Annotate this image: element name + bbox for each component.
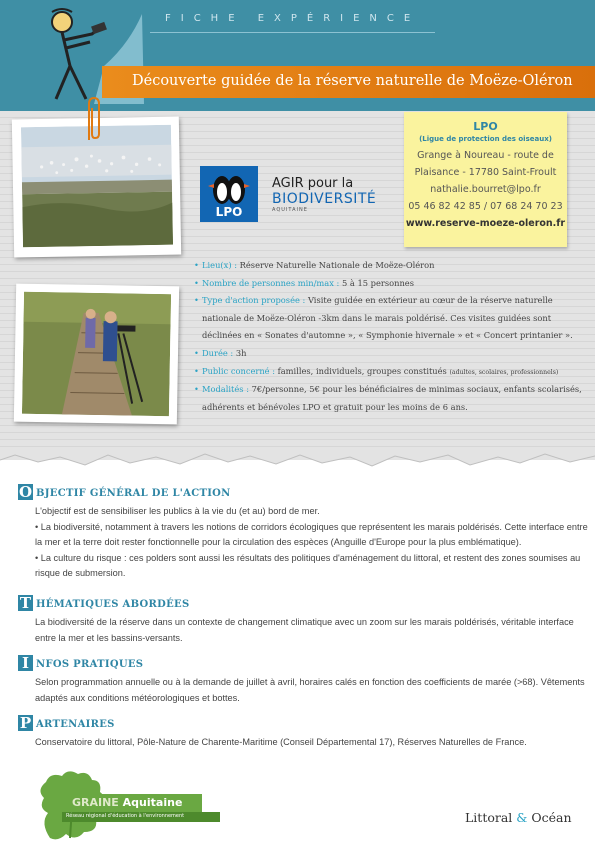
contact-email[interactable]: nathalie.bourret@lpo.fr xyxy=(430,184,541,195)
section-infos-title: NFOS PRATIQUES xyxy=(36,659,144,670)
contact-address-2: Plaisance - 17780 Saint-Froult xyxy=(414,167,557,178)
section-thematiques-header xyxy=(18,595,590,613)
header-divider xyxy=(150,32,435,33)
section-infos-letter: I xyxy=(18,655,33,671)
section-partenaires-line: Conservatoire du littoral, Pôle-Nature de Charente-Maritime (Conseil Départemental 17), Réserves Naturelles de France. xyxy=(35,737,527,747)
section-infos-line: Selon programmation annuelle ou à la demande de juillet à avril, horaires calés en fonction des coefficients de marée (>68). Vêtements adaptés aux conditions météorologiques et bottes. xyxy=(35,677,585,703)
detail-lieux: • Lieu(x) : Réserve Naturelle Nationale de Moëze-Oléron xyxy=(194,260,435,270)
detail-public: • Public concerné : familles, individuels, groupes constitués (adultes, scolaires, professionnels) xyxy=(194,365,559,376)
detail-personnes: • Nombre de personnes min/max : 5 à 15 personnes xyxy=(194,277,414,288)
section-thematiques-body xyxy=(35,615,590,646)
section-objectif xyxy=(18,484,590,582)
detail-type-action: • Type d'action proposée : Visite guidée en extérieur au cœur de la réserve naturelle nationale de Moëze-Oléron -3km dans le marais poldérisé. Ces visites guidées sont déclinées en « Sonates d'automne », « Symphonie hivernale » et « Concert printanier ». xyxy=(194,295,573,341)
section-objectif-letter: O xyxy=(18,483,33,501)
series-word-1: Littoral xyxy=(465,810,513,825)
contact-org: LPO xyxy=(473,120,498,133)
aquitaine-word: Aquitaine xyxy=(122,796,183,809)
details-list xyxy=(194,257,586,416)
torn-paper-edge xyxy=(0,448,595,472)
page-title: Découverte guidée de la réserve naturelle de Moëze-Oléron xyxy=(132,73,573,89)
section-partenaires-body xyxy=(35,735,590,751)
birdwatchers-image xyxy=(22,292,171,417)
section-objectif-line: L'objectif est de sensibiliser les publics à la vie du (et au) bord de mer. xyxy=(35,506,320,516)
agir-line2: BIODIVERSITÉ xyxy=(272,191,377,207)
section-objectif-header xyxy=(18,484,590,502)
section-infos xyxy=(18,655,590,706)
section-objectif-line: • La culture du risque : ces polders sont aussi les résultats des politiques d'aménagement du littoral, et restent des zones soumises au risque de submersion. xyxy=(35,552,581,579)
section-objectif-line: • La biodiversité, notamment à travers les notions de corridors écologiques que représentent les marais poldérisés. Cette interface entre la mer et la terre doit rester fonctionnelle pour la circulation des espèces (Anguille d'Europe pour la plus emblématique). xyxy=(35,521,588,548)
section-infos-body xyxy=(35,675,590,706)
photo-birdwatchers xyxy=(14,284,179,425)
contact-org-full: (Ligue de protection des oiseaux) xyxy=(419,135,552,143)
contact-address-1: Grange à Noureau - route de xyxy=(417,150,554,161)
contact-website[interactable]: www.reserve-moeze-oleron.fr xyxy=(405,218,566,229)
section-partenaires xyxy=(18,715,590,751)
agir-biodiversite-logo xyxy=(272,176,376,213)
detail-duree: • Durée : 3h xyxy=(194,347,247,358)
series-word-2: Océan xyxy=(531,810,572,825)
section-partenaires-title: ARTENAIRES xyxy=(36,719,115,730)
graine-word: GRAINE xyxy=(72,796,119,809)
section-infos-header xyxy=(18,655,590,673)
section-thematiques-title: HÉMATIQUES ABORDÉES xyxy=(36,599,190,610)
contact-postit xyxy=(404,112,567,247)
agir-line1: AGIR pour la xyxy=(272,176,354,191)
graine-tagline: Réseau régional d'éducation à l'environnement xyxy=(66,813,185,819)
series-ampersand: & xyxy=(516,810,528,825)
contact-phones: 05 46 82 42 85 / 07 68 24 70 23 xyxy=(408,201,563,212)
section-partenaires-header xyxy=(18,715,590,733)
series-name xyxy=(465,810,572,825)
paper-clip-icon xyxy=(84,96,100,142)
section-thematiques-letter: T xyxy=(19,594,32,612)
graine-name xyxy=(72,796,182,809)
lpo-logo-text: LPO xyxy=(215,205,243,219)
agir-line3: AQUITAINE xyxy=(272,207,308,213)
lpo-logo xyxy=(200,166,258,222)
detail-modalites: • Modalités : 7€/personne, 5€ pour les bénéficiaires de minimas sociaux, enfants scolarisés, adhérents et bénévoles LPO et gratuit pour les moins de 6 ans. xyxy=(194,384,582,412)
section-objectif-title: BJECTIF GÉNÉRAL DE L'ACTION xyxy=(36,488,231,499)
section-label: FICHE EXPÉRIENCE xyxy=(165,13,421,24)
section-thematiques xyxy=(18,595,590,646)
partner-logos xyxy=(200,166,385,222)
section-thematiques-line: La biodiversité de la réserve dans un contexte de changement climatique avec un zoom sur les marais poldérisés, véritable interface entre la mer et les bassins-versants. xyxy=(35,617,574,643)
birds-flock-image xyxy=(21,125,173,248)
graine-aquitaine-logo xyxy=(10,768,230,842)
section-objectif-body xyxy=(35,504,590,582)
section-partenaires-letter: P xyxy=(19,714,32,732)
